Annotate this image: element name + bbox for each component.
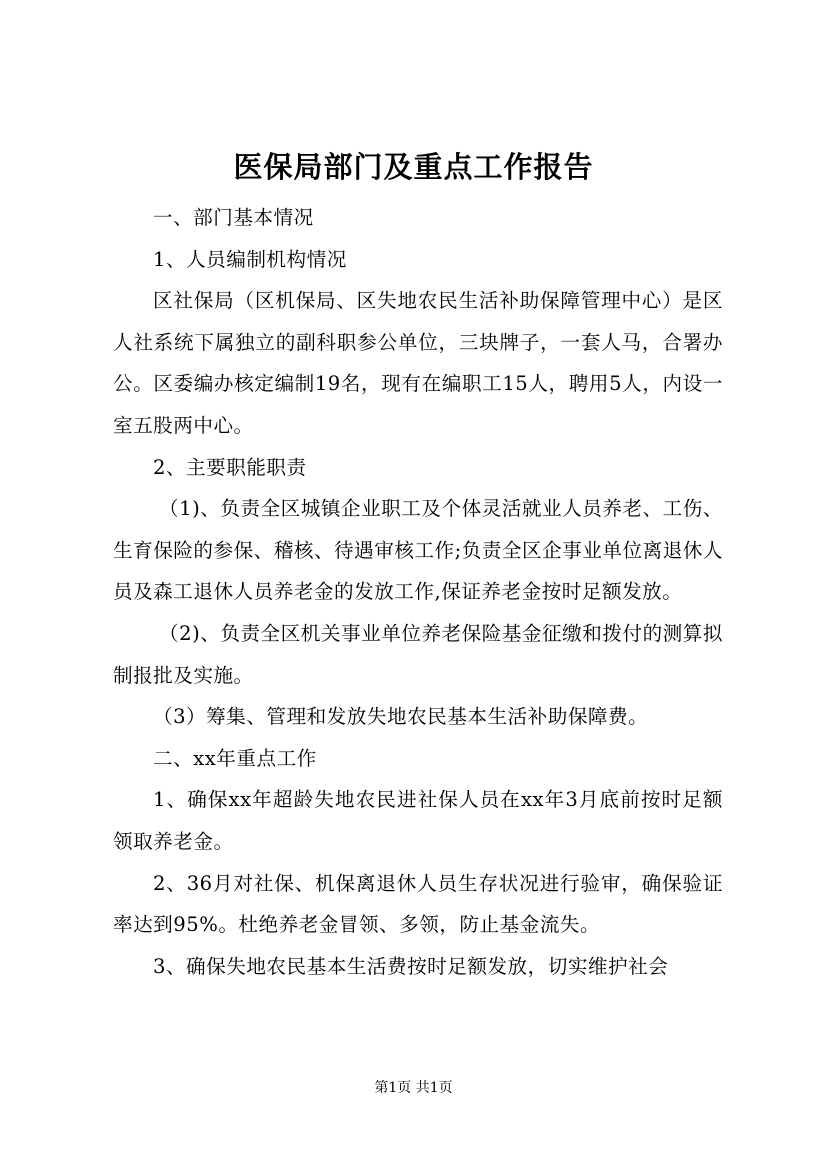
section-heading-2: 二、xx年重点工作 — [153, 746, 317, 770]
paragraph-staffing: 区社保局（区机保局、区失地农民生活补助保障管理中心）是区人社系统下属独立的副科职参公单位，三块牌子，一套人马，合署办公。区委编办核定编制19名，现有在编职工15人，聘用5人，内设一室五股两中心。 — [113, 289, 723, 437]
section-heading-1: 一、部门基本情况 — [153, 206, 314, 229]
subsection-heading-1: 1、人员编制机构情况 — [153, 247, 347, 271]
paragraph-work-3: 3、确保失地农民基本生活费按时足额发放，切实维护社会 — [153, 954, 669, 978]
paragraph-work-2: 2、36月对社保、机保离退休人员生存状况进行验审，确保验证率达到95%。杜绝养老金冒领、多领，防止基金流失。 — [113, 871, 723, 937]
paragraph-work-1: 1、确保xx年超龄失地农民进社保人员在xx年3月底前按时足额领取养老金。 — [113, 788, 723, 853]
paragraph-duty-3: （3）筹集、管理和发放失地农民基本生活补助保障费。 — [153, 705, 649, 729]
paragraph-duty-2: （2)、负责全区机关事业单位养老保险基金征缴和拨付的测算拟制报批及实施。 — [113, 621, 723, 687]
document-body — [113, 197, 723, 987]
subsection-heading-2: 2、主要职能职责 — [153, 455, 307, 479]
page-number-footer: 第1页 共1页 — [374, 1080, 453, 1096]
document-title: 医保局部门及重点工作报告 — [233, 150, 594, 184]
paragraph-duty-1: （1)、负责全区城镇企业职工及个体灵活就业人员养老、工伤、生育保险的参保、稽核、待遇审核工作;负责全区企事业单位离退休人员及森工退休人员养老金的发放工作,保证养老金按时足额发放。 — [113, 497, 723, 604]
